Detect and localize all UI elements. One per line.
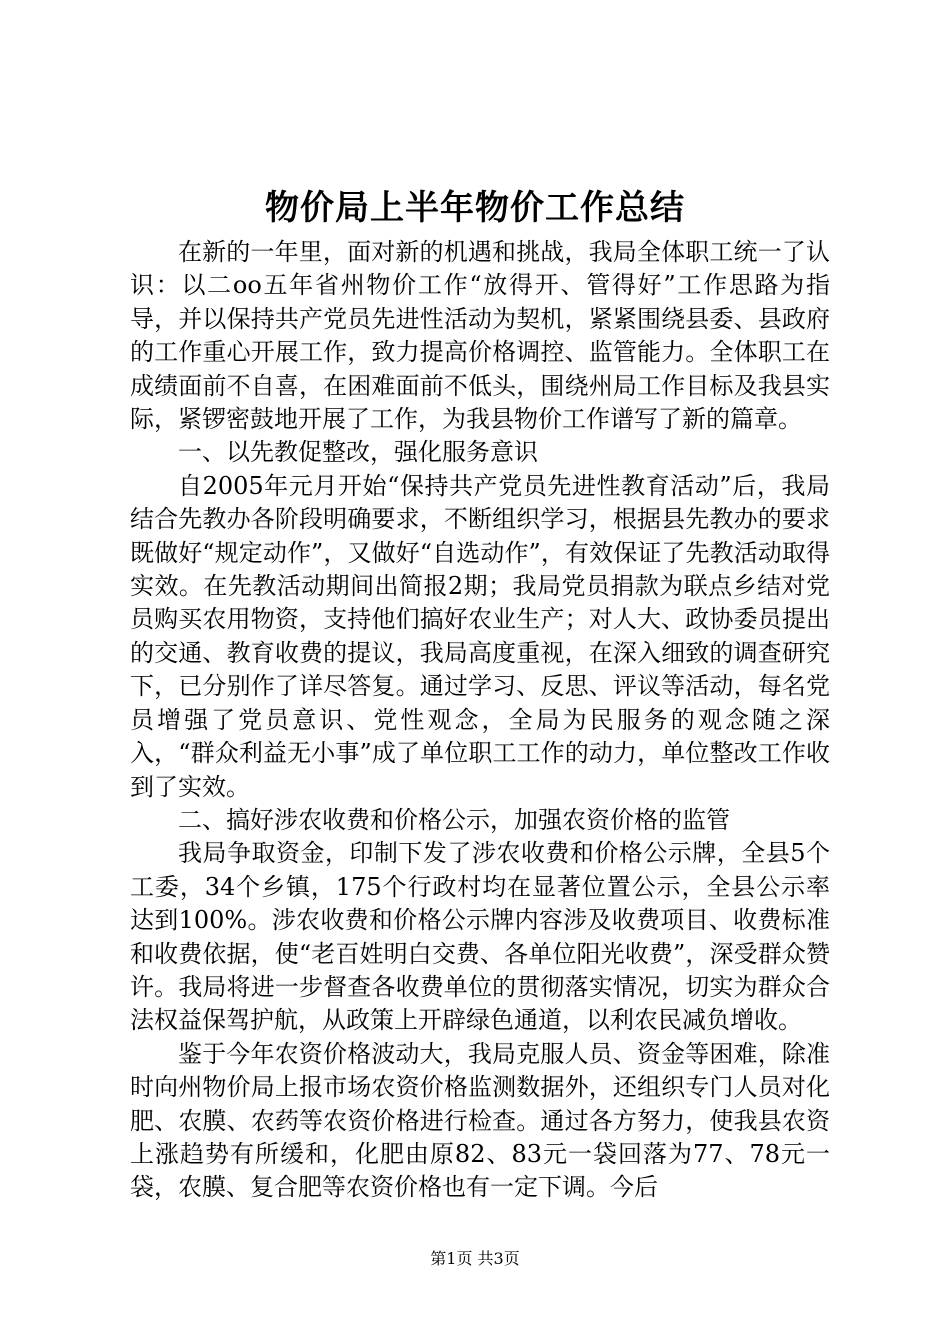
section-heading-2: 二、搞好涉农收费和价格公示，加强农资价格的监管	[178, 805, 730, 834]
document-title: 物价局上半年物价工作总结	[265, 188, 685, 228]
paragraph-section-1: 自2005年元月开始“保持共产党员先进性教育活动”后，我局结合先教办各阶段明确要求，不断组织学习，根据县先教办的要求既做好“规定动作”，又做好“自选动作”，有效保证了先教活动取得实效。在先教活动期间出简报2期；我局党员捐款为联点乡结对党员购买农用物资，支持他们搞好农业生产；对人大、政协委员提出的交通、教育收费的提议，我局高度重视，在深入细致的调查研究下，已分别作了详尽答复。通过学习、反思、评议等活动，每名党员增强了党员意识、党性观念，全局为民服务的观念随之深入，“群众利益无小事”成了单位职工工作的动力，单位整改工作收到了实效。	[130, 471, 830, 801]
document-body	[130, 236, 830, 1205]
page-footer: 第1页 共3页	[430, 1249, 520, 1268]
paragraph-intro: 在新的一年里，面对新的机遇和挑战，我局全体职工统一了认识：以二oo五年省州物价工作“放得开、管得好”工作思路为指导，并以保持共产党员先进性活动为契机，紧紧围绕县委、县政府的工作重心开展工作，致力提高价格调控、监管能力。全体职工在成绩面前不自喜，在困难面前不低头，围绕州局工作目标及我县实际，紧锣密鼓地开展了工作，为我县物价工作谱写了新的篇章。	[130, 238, 830, 434]
paragraph-section-2b: 鉴于今年农资价格波动大，我局克服人员、资金等困难，除准时向州物价局上报市场农资价格监测数据外，还组织专门人员对化肥、农膜、农药等农资价格进行检查。通过各方努力，使我县农资上涨趋势有所缓和，化肥由原82、83元一袋回落为77、78元一袋，农膜、复合肥等农资价格也有一定下调。今后	[130, 1039, 830, 1202]
section-heading-1: 一、以先教促整改，强化服务意识	[178, 438, 538, 467]
paragraph-section-2a: 我局争取资金，印制下发了涉农收费和价格公示牌，全县5个工委，34个乡镇，175个行政村均在显著位置公示，全县公示率达到100%。涉农收费和价格公示牌内容涉及收费项目、收费标准和收费依据，使“老百姓明白交费、各单位阳光收费”，深受群众赞许。我局将进一步督查各收费单位的贯彻落实情况，切实为群众合法权益保驾护航，从政策上开辟绿色通道，以利农民减负增收。	[130, 839, 830, 1035]
